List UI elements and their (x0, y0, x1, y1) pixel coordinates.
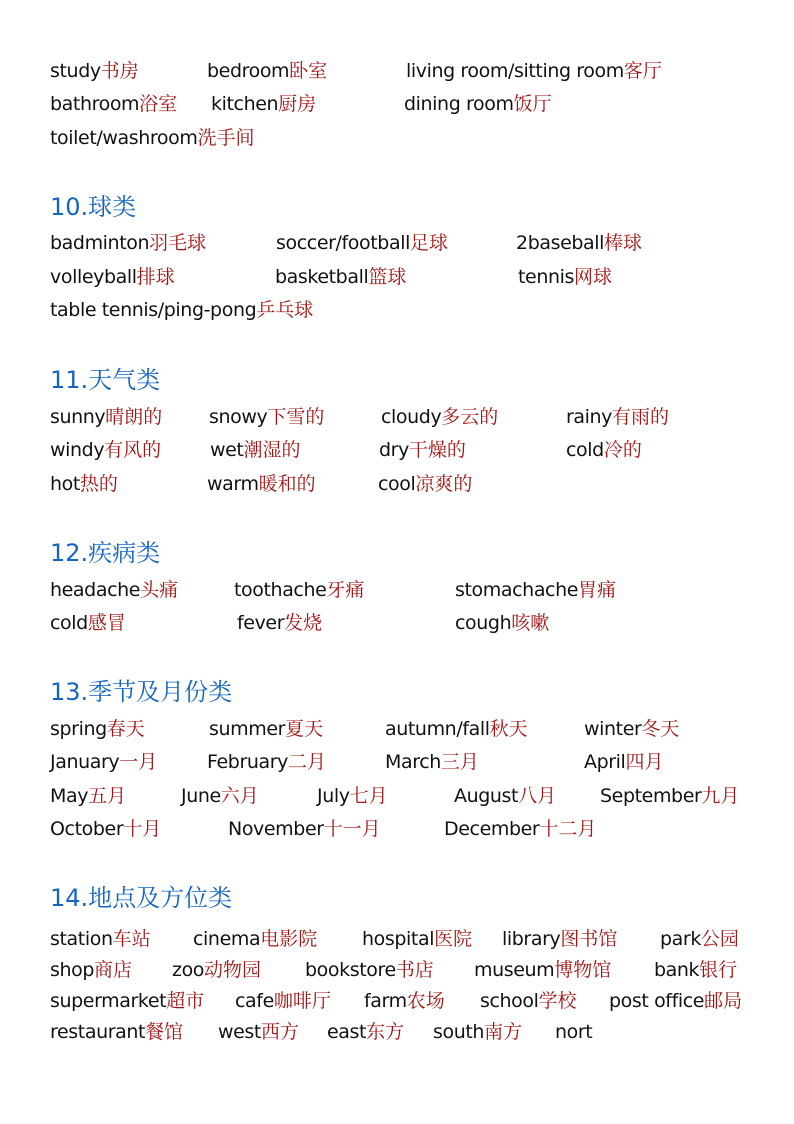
vocab-entry (378, 469, 472, 499)
vocab-entry (207, 56, 327, 86)
chinese-translation: 冷的 (603, 439, 642, 461)
chinese-translation: 洗手间 (197, 127, 255, 149)
english-word: March (385, 751, 441, 773)
vocab-row (0, 228, 794, 258)
vocab-entry (454, 781, 556, 811)
english-word: cold (50, 612, 88, 634)
vocab-entry (385, 747, 479, 777)
chinese-translation: 农场 (406, 990, 445, 1012)
english-word: bathroom (50, 93, 140, 115)
english-word: shop (50, 959, 95, 981)
chinese-translation: 西方 (260, 1021, 299, 1043)
vocab-entry (50, 228, 206, 258)
vocab-entry (609, 986, 742, 1016)
english-word: fever (237, 612, 285, 634)
english-word: kitchen (211, 93, 279, 115)
vocab-row (0, 435, 794, 465)
chinese-translation: 餐馆 (145, 1021, 184, 1043)
chinese-translation: 足球 (409, 232, 448, 254)
vocab-entry (50, 575, 178, 605)
english-word: study (50, 60, 101, 82)
english-word: post office (609, 990, 705, 1012)
chinese-translation: 三月 (440, 751, 479, 773)
english-word: zoo (172, 959, 205, 981)
english-word: November (228, 818, 324, 840)
english-word: cold (566, 439, 604, 461)
vocab-entry (210, 435, 301, 465)
vocab-row (0, 262, 794, 292)
vocab-entry (404, 89, 552, 119)
english-word: school (480, 990, 539, 1012)
chinese-translation: 咖啡厅 (273, 990, 331, 1012)
english-word: dining room (404, 93, 514, 115)
chinese-translation: 电影院 (260, 928, 318, 950)
chinese-translation: 暖和的 (258, 473, 316, 495)
english-word: hospital (362, 928, 435, 950)
chinese-translation: 发烧 (284, 612, 323, 634)
vocab-entry (211, 89, 316, 119)
vocab-row (0, 1017, 794, 1047)
vocab-entry (50, 469, 118, 499)
english-word: cinema (193, 928, 261, 950)
english-word: September (600, 785, 702, 807)
vocab-entry (276, 228, 448, 258)
chinese-translation: 商店 (94, 959, 133, 981)
english-word: cloudy (381, 406, 442, 428)
english-word: July (317, 785, 350, 807)
vocab-entry (50, 262, 175, 292)
vocab-entry (502, 924, 617, 954)
vocab-entry (385, 714, 528, 744)
english-word: soccer/football (276, 232, 410, 254)
english-word: winter (584, 718, 642, 740)
english-word: restaurant (50, 1021, 146, 1043)
english-word: hot (50, 473, 80, 495)
vocab-entry (228, 814, 381, 844)
english-word: rainy (566, 406, 613, 428)
vocab-entry (218, 1017, 299, 1047)
vocab-entry (50, 608, 126, 638)
chinese-translation: 篮球 (368, 266, 407, 288)
vocab-entry (455, 608, 549, 638)
chinese-translation: 车站 (112, 928, 151, 950)
vocab-entry (50, 295, 313, 325)
vocab-entry (50, 1017, 183, 1047)
vocab-entry (600, 781, 739, 811)
english-word: headache (50, 579, 141, 601)
vocab-entry (234, 575, 364, 605)
english-word: supermarket (50, 990, 167, 1012)
english-word: living room/sitting room (406, 60, 624, 82)
vocab-entry (516, 228, 642, 258)
vocab-entry (364, 986, 445, 1016)
english-word: bank (654, 959, 700, 981)
chinese-translation: 饭厅 (513, 93, 552, 115)
chinese-translation: 晴朗的 (105, 406, 163, 428)
chinese-translation: 六月 (220, 785, 259, 807)
chinese-translation: 书店 (395, 959, 434, 981)
english-word: toothache (234, 579, 327, 601)
english-word: west (218, 1021, 261, 1043)
chinese-translation: 羽毛球 (149, 232, 207, 254)
chinese-translation: 凉爽的 (415, 473, 473, 495)
english-word: August (454, 785, 519, 807)
chinese-translation: 九月 (701, 785, 740, 807)
english-word: January (50, 751, 120, 773)
vocab-entry (50, 123, 254, 153)
chinese-translation: 头痛 (140, 579, 179, 601)
chinese-translation: 十月 (123, 818, 162, 840)
chinese-translation: 冬天 (641, 718, 680, 740)
english-word: cafe (235, 990, 274, 1012)
english-word: park (660, 928, 701, 950)
chinese-translation: 博物馆 (554, 959, 612, 981)
vocab-entry (555, 1017, 592, 1047)
vocab-entry (654, 955, 737, 985)
english-word: south (433, 1021, 485, 1043)
chinese-translation: 干燥的 (408, 439, 466, 461)
vocab-row (0, 469, 794, 499)
section-heading: 14.地点及方位类 (50, 884, 233, 912)
vocab-entry (275, 262, 406, 292)
vocab-entry (480, 986, 577, 1016)
vocab-entry (50, 781, 126, 811)
vocab-entry (566, 435, 642, 465)
vocab-row (0, 89, 794, 119)
english-word: badminton (50, 232, 150, 254)
english-word: dry (379, 439, 409, 461)
chinese-translation: 棒球 (604, 232, 643, 254)
vocab-row (0, 608, 794, 638)
chinese-translation: 五月 (88, 785, 127, 807)
section-heading: 12.疾病类 (50, 539, 161, 567)
vocab-entry (235, 986, 331, 1016)
vocab-row (0, 56, 794, 86)
chinese-translation: 有雨的 (612, 406, 670, 428)
english-word: volleyball (50, 266, 137, 288)
vocab-entry (50, 955, 132, 985)
english-word: toilet/washroom (50, 127, 198, 149)
english-word: warm (207, 473, 259, 495)
vocab-entry (317, 781, 388, 811)
english-word: station (50, 928, 113, 950)
vocab-row (0, 575, 794, 605)
english-word: 2baseball (516, 232, 605, 254)
chinese-translation: 夏天 (285, 718, 324, 740)
english-word: June (181, 785, 221, 807)
chinese-translation: 邮局 (704, 990, 743, 1012)
english-word: May (50, 785, 89, 807)
vocab-entry (207, 469, 316, 499)
vocab-entry (433, 1017, 522, 1047)
english-word: summer (209, 718, 286, 740)
vocab-entry (50, 435, 161, 465)
chinese-translation: 医院 (434, 928, 473, 950)
english-word: December (444, 818, 540, 840)
chinese-translation: 胃痛 (578, 579, 617, 601)
chinese-translation: 书房 (100, 60, 139, 82)
section-heading: 13.季节及月份类 (50, 678, 233, 706)
vocab-entry (474, 955, 611, 985)
chinese-translation: 咳嗽 (511, 612, 550, 634)
vocab-entry (209, 402, 324, 432)
vocab-row (0, 402, 794, 432)
english-word: cool (378, 473, 416, 495)
chinese-translation: 牙痛 (326, 579, 365, 601)
section-heading: 11.天气类 (50, 366, 161, 394)
vocab-entry (381, 402, 498, 432)
vocab-entry (362, 924, 472, 954)
vocab-row (0, 814, 794, 844)
english-word: April (584, 751, 626, 773)
chinese-translation: 下雪的 (267, 406, 325, 428)
chinese-translation: 秋天 (489, 718, 528, 740)
vocab-entry (584, 714, 679, 744)
english-word: cough (455, 612, 512, 634)
vocab-entry (237, 608, 322, 638)
english-word: sunny (50, 406, 106, 428)
vocab-row (0, 295, 794, 325)
chinese-translation: 多云的 (441, 406, 499, 428)
vocab-entry (209, 714, 323, 744)
chinese-translation: 十一月 (323, 818, 381, 840)
vocab-entry (305, 955, 434, 985)
english-word: snowy (209, 406, 268, 428)
english-word: October (50, 818, 124, 840)
vocab-row (0, 747, 794, 777)
vocab-entry (50, 402, 162, 432)
english-word: library (502, 928, 561, 950)
english-word: wet (210, 439, 244, 461)
vocab-entry (50, 56, 139, 86)
vocab-entry (50, 986, 204, 1016)
english-word: bedroom (207, 60, 290, 82)
english-word: museum (474, 959, 555, 981)
vocab-entry (50, 747, 157, 777)
english-word: autumn/fall (385, 718, 490, 740)
english-word: windy (50, 439, 105, 461)
vocab-entry (50, 714, 145, 744)
english-word: farm (364, 990, 407, 1012)
vocab-entry (327, 1017, 404, 1047)
chinese-translation: 有风的 (104, 439, 162, 461)
english-word: east (327, 1021, 367, 1043)
chinese-translation: 热的 (79, 473, 118, 495)
chinese-translation: 一月 (119, 751, 158, 773)
chinese-translation: 七月 (349, 785, 388, 807)
vocab-row (0, 986, 794, 1016)
chinese-translation: 二月 (288, 751, 327, 773)
vocab-entry (406, 56, 662, 86)
chinese-translation: 卧室 (289, 60, 328, 82)
vocab-entry (584, 747, 663, 777)
chinese-translation: 南方 (484, 1021, 523, 1043)
vocab-entry (444, 814, 596, 844)
english-word: basketball (275, 266, 369, 288)
vocab-row (0, 955, 794, 985)
section-heading: 10.球类 (50, 193, 137, 221)
english-word: bookstore (305, 959, 396, 981)
chinese-translation: 春天 (106, 718, 145, 740)
chinese-translation: 八月 (518, 785, 557, 807)
vocab-entry (455, 575, 616, 605)
vocab-row (0, 781, 794, 811)
chinese-translation: 浴室 (139, 93, 178, 115)
vocab-entry (50, 814, 161, 844)
chinese-translation: 学校 (538, 990, 577, 1012)
vocab-entry (50, 924, 151, 954)
english-word: tennis (518, 266, 575, 288)
chinese-translation: 感冒 (87, 612, 126, 634)
chinese-translation: 乒乓球 (256, 299, 314, 321)
chinese-translation: 超市 (166, 990, 205, 1012)
chinese-translation: 排球 (136, 266, 175, 288)
vocab-entry (379, 435, 466, 465)
vocab-entry (207, 747, 326, 777)
chinese-translation: 网球 (574, 266, 613, 288)
english-word: stomachache (455, 579, 579, 601)
vocab-entry (50, 89, 177, 119)
chinese-translation: 银行 (699, 959, 738, 981)
vocab-row (0, 123, 794, 153)
chinese-translation: 十二月 (539, 818, 597, 840)
vocab-row (0, 924, 794, 954)
english-word: spring (50, 718, 107, 740)
vocab-entry (181, 781, 259, 811)
chinese-translation: 潮湿的 (243, 439, 301, 461)
chinese-translation: 动物园 (204, 959, 262, 981)
english-word: table tennis/ping-pong (50, 299, 257, 321)
chinese-translation: 公园 (700, 928, 739, 950)
chinese-translation: 厨房 (278, 93, 317, 115)
chinese-translation: 客厅 (623, 60, 662, 82)
vocab-row (0, 714, 794, 744)
vocab-entry (518, 262, 612, 292)
chinese-translation: 东方 (366, 1021, 405, 1043)
vocab-entry (566, 402, 669, 432)
chinese-translation: 图书馆 (560, 928, 618, 950)
vocab-entry (193, 924, 317, 954)
english-word: February (207, 751, 288, 773)
chinese-translation: 四月 (625, 751, 664, 773)
vocab-entry (660, 924, 739, 954)
english-word: nort (555, 1021, 593, 1043)
vocab-entry (172, 955, 261, 985)
